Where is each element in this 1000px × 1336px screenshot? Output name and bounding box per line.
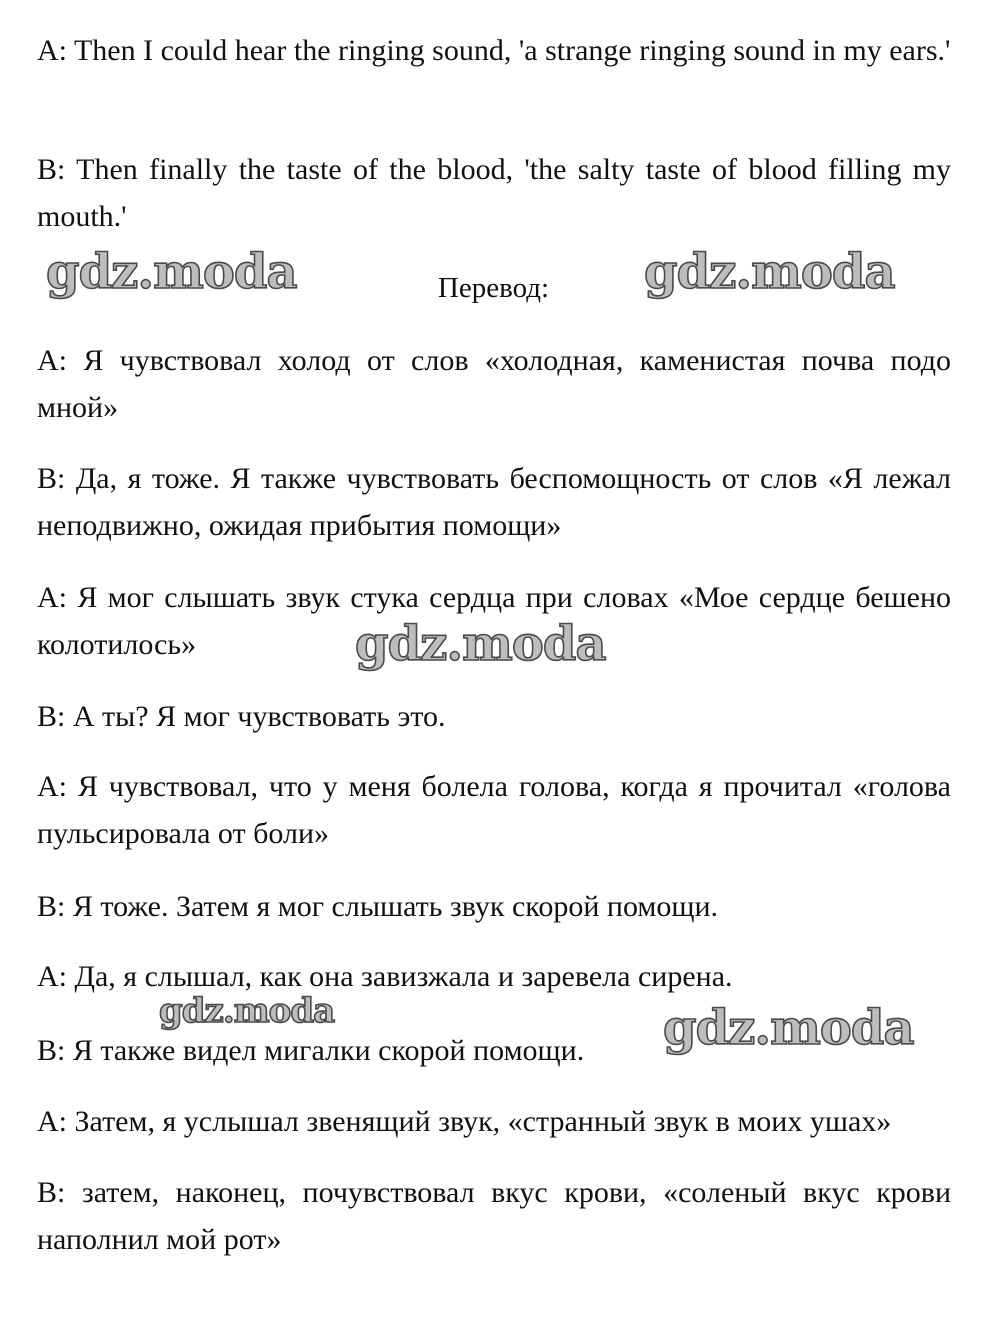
translation-heading: Перевод: [437, 272, 550, 304]
watermark-logo: gdz.moda [355, 616, 606, 672]
dialogue-line: B: Я тоже. Затем я мог слышать звук скорой помощи. [37, 890, 719, 923]
dialogue-line: A: Я чувствовал, что у меня болела голова, когда я прочитал «голова пульсировала от боли» [37, 770, 951, 850]
dialogue-line: B: Then finally the taste of the blood, 'the salty taste of blood filling my mouth.' [37, 153, 951, 233]
watermark-logo: gdz.moda [663, 1000, 914, 1056]
watermark-logo: gdz.moda [159, 991, 335, 1031]
dialogue-line: B: Я также видел мигалки скорой помощи. [37, 1034, 585, 1067]
dialogue-line: B: затем, наконец, почувствовал вкус крови, «соленый вкус крови наполнил мой рот» [37, 1176, 951, 1256]
dialogue-line: B: А ты? Я мог чувствовать это. [37, 700, 446, 733]
dialogue-line: A: Я чувствовал холод от слов «холодная, каменистая почва подо мной» [37, 344, 951, 424]
dialogue-line: A: Затем, я услышал звенящий звук, «странный звук в моих ушах» [37, 1105, 892, 1138]
watermark-logo: gdz.moda [644, 244, 895, 300]
watermark-logo: gdz.moda [46, 244, 297, 300]
dialogue-line: A: Да, я слышал, как она завизжала и заревела сирена. [37, 960, 733, 993]
dialogue-line: B: Да, я тоже. Я также чувствовать беспомощность от слов «Я лежал неподвижно, ожидая прибытия помощи» [37, 462, 951, 542]
dialogue-line: A: Then I could hear the ringing sound, 'a strange ringing sound in my ears.' [37, 34, 951, 67]
dialogue-line: A: Я мог слышать звук стука сердца при словах «Мое сердце бешено колотилось» [37, 581, 951, 661]
